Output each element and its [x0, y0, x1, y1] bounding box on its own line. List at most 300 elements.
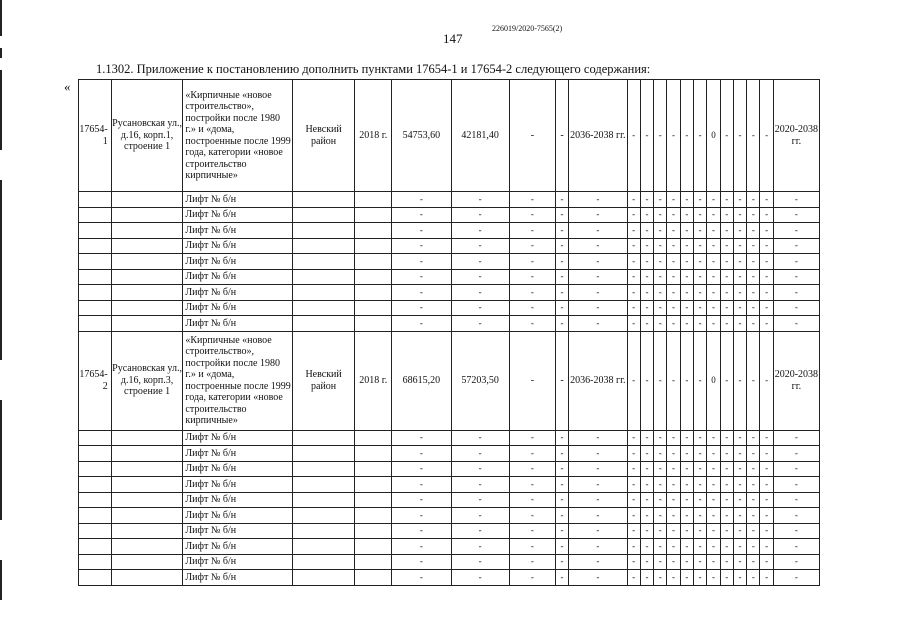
dash-cell: -: [555, 238, 568, 254]
address-cell: Русановская ул., д.16, корп.1, строение 1: [111, 80, 183, 192]
empty-cell: [111, 461, 183, 477]
dash-cell: -: [707, 254, 720, 270]
dash-cell: -: [667, 492, 680, 508]
dash-cell: -: [509, 192, 555, 208]
dash-cell: -: [451, 492, 509, 508]
dash-cell: -: [627, 523, 640, 539]
empty-cell: [79, 207, 112, 223]
dash-cell: -: [667, 192, 680, 208]
dash-cell: -: [733, 285, 746, 301]
dash-cell: -: [773, 316, 819, 332]
empty-cell: [292, 238, 354, 254]
dash-cell: -: [654, 285, 667, 301]
dash-cell: -: [392, 223, 451, 239]
dash-cell: -: [733, 446, 746, 462]
lift-row: [79, 316, 820, 332]
dash-cell: -: [667, 430, 680, 446]
small-value-cell: 0: [707, 331, 720, 430]
dash-cell: -: [509, 539, 555, 555]
empty-cell: [292, 570, 354, 586]
dash-cell: -: [773, 492, 819, 508]
dash-cell: -: [627, 554, 640, 570]
dash-cell: -: [733, 269, 746, 285]
dash-cell: -: [720, 300, 733, 316]
lift-row: [79, 554, 820, 570]
dash-cell: -: [640, 477, 653, 493]
living-area-cell: 42181,40: [451, 80, 509, 192]
small-value-cell: -: [694, 80, 707, 192]
dash-cell: -: [694, 492, 707, 508]
dash-cell: -: [694, 523, 707, 539]
dash-cell: -: [640, 254, 653, 270]
dash-cell: -: [733, 192, 746, 208]
empty-cell: [355, 223, 392, 239]
total-area-cell: 68615,20: [392, 331, 451, 430]
dash-cell: -: [509, 570, 555, 586]
dash-cell: -: [392, 430, 451, 446]
small-value-cell: -: [680, 331, 693, 430]
dash-cell: -: [707, 477, 720, 493]
empty-cell: [355, 477, 392, 493]
dash-cell: -: [707, 539, 720, 555]
dash-cell: -: [392, 285, 451, 301]
dash-cell: -: [667, 223, 680, 239]
dash-cell: -: [720, 570, 733, 586]
dash-cell: -: [654, 430, 667, 446]
lift-row: [79, 430, 820, 446]
dash-cell: -: [569, 238, 627, 254]
empty-cell: [111, 316, 183, 332]
dash-cell: -: [555, 570, 568, 586]
empty-cell: [79, 238, 112, 254]
dash-cell: -: [694, 207, 707, 223]
dash-cell: -: [640, 492, 653, 508]
table-row: [79, 80, 820, 192]
empty-cell: [111, 570, 183, 586]
scan-edge-mark: [0, 48, 2, 58]
dash-cell: -: [720, 492, 733, 508]
dash-cell: -: [694, 269, 707, 285]
empty-cell: [79, 446, 112, 462]
empty-cell: [111, 446, 183, 462]
dash-cell: -: [509, 254, 555, 270]
dash-cell: -: [640, 461, 653, 477]
dash-cell: -: [733, 539, 746, 555]
dash-cell: -: [694, 570, 707, 586]
dash-cell: -: [773, 570, 819, 586]
district-cell: Невский район: [292, 80, 354, 192]
dash-cell: -: [707, 192, 720, 208]
dash-cell: -: [720, 223, 733, 239]
dash-cell: -: [509, 80, 555, 192]
dash-cell: -: [680, 461, 693, 477]
lift-row: [79, 207, 820, 223]
dash-cell: -: [680, 430, 693, 446]
dash-cell: -: [733, 316, 746, 332]
dash-cell: -: [747, 446, 760, 462]
dash-cell: -: [555, 461, 568, 477]
dash-cell: -: [720, 316, 733, 332]
empty-cell: [355, 254, 392, 270]
item-number-cell: 17654-1: [79, 80, 112, 192]
dash-cell: -: [694, 430, 707, 446]
dash-cell: -: [509, 446, 555, 462]
dash-cell: -: [392, 300, 451, 316]
dash-cell: -: [640, 300, 653, 316]
dash-cell: -: [680, 508, 693, 524]
empty-cell: [79, 461, 112, 477]
dash-cell: -: [680, 570, 693, 586]
small-value-cell: -: [627, 80, 640, 192]
dash-cell: -: [707, 269, 720, 285]
empty-cell: [111, 192, 183, 208]
dash-cell: -: [760, 430, 773, 446]
dash-cell: -: [760, 461, 773, 477]
dash-cell: -: [667, 508, 680, 524]
empty-cell: [111, 207, 183, 223]
dash-cell: -: [451, 570, 509, 586]
dash-cell: -: [627, 539, 640, 555]
dash-cell: -: [760, 477, 773, 493]
dash-cell: -: [720, 554, 733, 570]
lift-row: [79, 254, 820, 270]
empty-cell: [79, 430, 112, 446]
empty-cell: [111, 477, 183, 493]
dash-cell: -: [392, 192, 451, 208]
empty-cell: [79, 300, 112, 316]
dash-cell: -: [694, 238, 707, 254]
table-row: [79, 331, 820, 430]
small-value-cell: -: [654, 331, 667, 430]
empty-cell: [355, 316, 392, 332]
lift-label-cell: Лифт № б/н: [183, 238, 293, 254]
dash-cell: -: [555, 207, 568, 223]
dash-cell: -: [392, 570, 451, 586]
dash-cell: -: [640, 316, 653, 332]
dash-cell: -: [707, 508, 720, 524]
dash-cell: -: [627, 192, 640, 208]
dash-cell: -: [667, 539, 680, 555]
dash-cell: -: [694, 254, 707, 270]
dash-cell: -: [654, 539, 667, 555]
dash-cell: -: [760, 508, 773, 524]
dash-cell: -: [720, 285, 733, 301]
dash-cell: -: [747, 570, 760, 586]
dash-cell: -: [667, 316, 680, 332]
dash-cell: -: [627, 570, 640, 586]
dash-cell: -: [569, 285, 627, 301]
dash-cell: -: [640, 269, 653, 285]
dash-cell: -: [392, 269, 451, 285]
dash-cell: -: [680, 192, 693, 208]
dash-cell: -: [555, 492, 568, 508]
dash-cell: -: [509, 508, 555, 524]
small-value-cell: -: [640, 80, 653, 192]
dash-cell: -: [509, 223, 555, 239]
dash-cell: -: [707, 316, 720, 332]
dash-cell: -: [707, 223, 720, 239]
empty-cell: [355, 461, 392, 477]
dash-cell: -: [720, 477, 733, 493]
empty-cell: [292, 492, 354, 508]
dash-cell: -: [569, 523, 627, 539]
dash-cell: -: [451, 508, 509, 524]
dash-cell: -: [451, 554, 509, 570]
dash-cell: -: [555, 554, 568, 570]
dash-cell: -: [654, 554, 667, 570]
dash-cell: -: [640, 539, 653, 555]
dash-cell: -: [773, 477, 819, 493]
empty-cell: [111, 300, 183, 316]
dash-cell: -: [773, 508, 819, 524]
dash-cell: -: [760, 570, 773, 586]
lift-label-cell: Лифт № б/н: [183, 192, 293, 208]
dash-cell: -: [760, 446, 773, 462]
dash-cell: -: [694, 223, 707, 239]
dash-cell: -: [451, 238, 509, 254]
dash-cell: -: [654, 316, 667, 332]
dash-cell: -: [707, 461, 720, 477]
dash-cell: -: [555, 508, 568, 524]
dash-cell: -: [773, 430, 819, 446]
dash-cell: -: [733, 254, 746, 270]
total-area-cell: 54753,60: [392, 80, 451, 192]
small-value-cell: 0: [707, 80, 720, 192]
dash-cell: -: [694, 461, 707, 477]
dash-cell: -: [555, 300, 568, 316]
lift-label-cell: Лифт № б/н: [183, 570, 293, 586]
small-value-cell: -: [654, 80, 667, 192]
dash-cell: -: [654, 207, 667, 223]
dash-cell: -: [451, 461, 509, 477]
lift-label-cell: Лифт № б/н: [183, 461, 293, 477]
dash-cell: -: [773, 238, 819, 254]
dash-cell: -: [555, 446, 568, 462]
lift-label-cell: Лифт № б/н: [183, 492, 293, 508]
empty-cell: [355, 192, 392, 208]
small-value-cell: -: [667, 331, 680, 430]
dash-cell: -: [509, 477, 555, 493]
dash-cell: -: [747, 316, 760, 332]
dash-cell: -: [720, 539, 733, 555]
dash-cell: -: [569, 570, 627, 586]
empty-cell: [292, 446, 354, 462]
page-number: 147: [443, 31, 463, 46]
dash-cell: -: [451, 223, 509, 239]
year-cell: 2018 г.: [355, 331, 392, 430]
dash-cell: -: [760, 316, 773, 332]
small-value-cell: -: [747, 80, 760, 192]
dash-cell: -: [451, 207, 509, 223]
dash-cell: -: [773, 461, 819, 477]
dash-cell: -: [680, 446, 693, 462]
dash-cell: -: [569, 192, 627, 208]
dash-cell: -: [720, 207, 733, 223]
dash-cell: -: [509, 316, 555, 332]
lift-label-cell: Лифт № б/н: [183, 269, 293, 285]
dash-cell: -: [640, 207, 653, 223]
building-type-cell: «Кирпичные «новое строительство», постройки после 1980 г.» и «дома, построенные после 1999 года, категории «новое строительство кирпичные»: [183, 331, 293, 430]
dash-cell: -: [667, 554, 680, 570]
empty-cell: [79, 570, 112, 586]
dash-cell: -: [627, 446, 640, 462]
dash-cell: -: [555, 223, 568, 239]
empty-cell: [79, 477, 112, 493]
dash-cell: -: [451, 192, 509, 208]
dash-cell: -: [451, 539, 509, 555]
lift-label-cell: Лифт № б/н: [183, 554, 293, 570]
empty-cell: [355, 492, 392, 508]
dash-cell: -: [509, 269, 555, 285]
dash-cell: -: [392, 254, 451, 270]
dash-cell: -: [773, 539, 819, 555]
lift-row: [79, 492, 820, 508]
dash-cell: -: [627, 285, 640, 301]
lift-row: [79, 238, 820, 254]
empty-cell: [355, 523, 392, 539]
dash-cell: -: [392, 523, 451, 539]
dash-cell: -: [667, 254, 680, 270]
empty-cell: [292, 508, 354, 524]
empty-cell: [79, 285, 112, 301]
dash-cell: -: [773, 285, 819, 301]
empty-cell: [292, 316, 354, 332]
dash-cell: -: [654, 523, 667, 539]
dash-cell: -: [747, 254, 760, 270]
dash-cell: -: [627, 207, 640, 223]
dash-cell: -: [707, 238, 720, 254]
dash-cell: -: [392, 461, 451, 477]
dash-cell: -: [654, 269, 667, 285]
lift-label-cell: Лифт № б/н: [183, 523, 293, 539]
district-cell: Невский район: [292, 331, 354, 430]
empty-cell: [292, 192, 354, 208]
dash-cell: -: [654, 300, 667, 316]
dash-cell: -: [773, 207, 819, 223]
dash-cell: -: [627, 430, 640, 446]
dash-cell: -: [555, 285, 568, 301]
lift-row: [79, 446, 820, 462]
repair-period-cell: 2036-2038 гг.: [569, 80, 627, 192]
dash-cell: -: [555, 80, 568, 192]
building-type-cell: «Кирпичные «новое строительство», постройки после 1980 г.» и «дома, построенные после 1999 года, категории «новое строительство кирпичные»: [183, 80, 293, 192]
empty-cell: [79, 316, 112, 332]
dash-cell: -: [509, 430, 555, 446]
dash-cell: -: [773, 192, 819, 208]
dash-cell: -: [569, 461, 627, 477]
dash-cell: -: [707, 285, 720, 301]
small-value-cell: -: [747, 331, 760, 430]
empty-cell: [292, 207, 354, 223]
empty-cell: [79, 223, 112, 239]
lift-label-cell: Лифт № б/н: [183, 508, 293, 524]
dash-cell: -: [509, 461, 555, 477]
dash-cell: -: [640, 192, 653, 208]
dash-cell: -: [747, 207, 760, 223]
dash-cell: -: [720, 430, 733, 446]
dash-cell: -: [747, 554, 760, 570]
dash-cell: -: [760, 554, 773, 570]
empty-cell: [355, 207, 392, 223]
dash-cell: -: [773, 300, 819, 316]
dash-cell: -: [707, 554, 720, 570]
dash-cell: -: [627, 316, 640, 332]
dash-cell: -: [733, 508, 746, 524]
dash-cell: -: [640, 446, 653, 462]
dash-cell: -: [451, 254, 509, 270]
dash-cell: -: [392, 492, 451, 508]
overall-period-cell: 2020-2038 гг.: [773, 80, 819, 192]
dash-cell: -: [707, 492, 720, 508]
dash-cell: -: [555, 269, 568, 285]
empty-cell: [111, 223, 183, 239]
dash-cell: -: [760, 285, 773, 301]
dash-cell: -: [733, 238, 746, 254]
empty-cell: [111, 523, 183, 539]
dash-cell: -: [509, 300, 555, 316]
empty-cell: [111, 430, 183, 446]
empty-cell: [355, 539, 392, 555]
dash-cell: -: [654, 192, 667, 208]
dash-cell: -: [392, 238, 451, 254]
dash-cell: -: [694, 285, 707, 301]
dash-cell: -: [694, 300, 707, 316]
dash-cell: -: [569, 554, 627, 570]
dash-cell: -: [747, 477, 760, 493]
dash-cell: -: [733, 430, 746, 446]
lift-row: [79, 539, 820, 555]
dash-cell: -: [707, 523, 720, 539]
dash-cell: -: [555, 316, 568, 332]
dash-cell: -: [680, 285, 693, 301]
dash-cell: -: [680, 492, 693, 508]
dash-cell: -: [720, 508, 733, 524]
empty-cell: [355, 508, 392, 524]
dash-cell: -: [654, 461, 667, 477]
dash-cell: -: [640, 508, 653, 524]
dash-cell: -: [509, 492, 555, 508]
dash-cell: -: [654, 570, 667, 586]
dash-cell: -: [694, 192, 707, 208]
empty-cell: [111, 508, 183, 524]
dash-cell: -: [654, 492, 667, 508]
document-number: 226019/2020-7565(2): [492, 24, 563, 33]
dash-cell: -: [760, 207, 773, 223]
dash-cell: -: [392, 207, 451, 223]
dash-cell: -: [392, 508, 451, 524]
dash-cell: -: [680, 207, 693, 223]
dash-cell: -: [747, 430, 760, 446]
address-cell: Русановская ул., д.16, корп.3, строение 1: [111, 331, 183, 430]
lift-label-cell: Лифт № б/н: [183, 223, 293, 239]
dash-cell: -: [733, 207, 746, 223]
empty-cell: [79, 508, 112, 524]
dash-cell: -: [667, 207, 680, 223]
empty-cell: [79, 539, 112, 555]
empty-cell: [292, 285, 354, 301]
dash-cell: -: [680, 300, 693, 316]
dash-cell: -: [694, 554, 707, 570]
year-cell: 2018 г.: [355, 80, 392, 192]
dash-cell: -: [627, 300, 640, 316]
dash-cell: -: [707, 570, 720, 586]
dash-cell: -: [747, 285, 760, 301]
dash-cell: -: [555, 477, 568, 493]
dash-cell: -: [569, 254, 627, 270]
empty-cell: [111, 254, 183, 270]
dash-cell: -: [451, 285, 509, 301]
small-value-cell: -: [694, 331, 707, 430]
